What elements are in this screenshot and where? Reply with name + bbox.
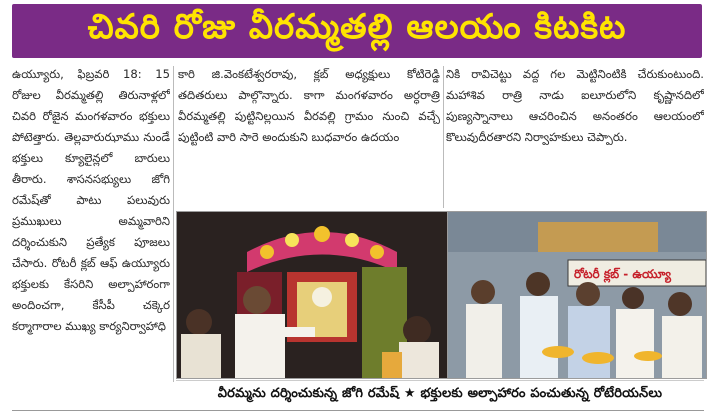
headline-banner bbox=[12, 4, 702, 58]
bottom-divider bbox=[12, 410, 704, 411]
photo-caption-bar bbox=[176, 380, 704, 409]
column-divider bbox=[173, 66, 174, 382]
headline: చివరి రోజు వీరమ్మతల్లి ఆలయం కిటకిట bbox=[87, 7, 627, 47]
article-column-2: కారి జి.వెంకటేశ్వరరావు, క్లబ్ అధ్యక్షులు కోటిరెడ్డి తదితరులు పాల్గొన్నారు. కాగా మంగళవారం అర్ధరాత్రి వీరమ్మతల్లి పుట్టినిల్లయిన వీరవల్లి గ్రామం నుంచి వచ్చే పుట్టింటి వారి సారె అందుకుని బుధవారం ఉదయం bbox=[178, 67, 440, 144]
article-column-1: ఉయ్యూరు, ఫిబ్రవరి 18: 15 రోజుల వీరమ్మతల్లి తిరునాళ్లలో చివరి రోజైన మంగళవారం భక్తులు పోటెత్తారు. తెల్లవారుఝాము నుండే భక్తులు క్యూలైన్లలో బారులు తీరారు. శాసనసభ్యులు జోగి రమేష్‌తో పాటు పలువురు ప్రముఖులు అమ్మవారిని దర్శించుకుని ప్రత్యేక పూజలు చేసారు. రోటరీ క్లబ్ ఆఫ్ ఉయ్యూరు భక్తులకు కేసరిని అల్పాహారంగా అందించగా, కేసీపీ చక్కెర కర్మాగారాల ముఖ్య కార్యనిర్వాహాధి bbox=[12, 67, 170, 333]
rotary-banner-text: రోటరీ క్లబ్ - ఉయ్యూ bbox=[574, 267, 671, 281]
photo-rotary-distribution bbox=[447, 211, 707, 379]
photo-caption: వీరమ్మను దర్శించుకున్న జోగి రమేష్ ★ భక్తులకు అల్పాహారం పంచుతున్న రోటేరియన్‌లు bbox=[217, 386, 663, 401]
column-divider bbox=[443, 66, 444, 208]
rotary-volunteers-illustration bbox=[448, 212, 706, 378]
photo-temple-visit bbox=[176, 211, 448, 379]
temple-shrine-illustration bbox=[177, 212, 447, 378]
article-column-3: నికి రావిచెట్టు వద్ద గల మెట్టినింటికి చేరుకుంటుంది. మహాశివ రాత్రి నాడు ఐలూరులోని కృష్ణానదిలో పుణ్యస్నానాలు ఆచరించిన అనంతరం ఆలయంలో కొలువుదీరతారని నిర్వాహకులు చెప్పారు. bbox=[446, 67, 704, 144]
